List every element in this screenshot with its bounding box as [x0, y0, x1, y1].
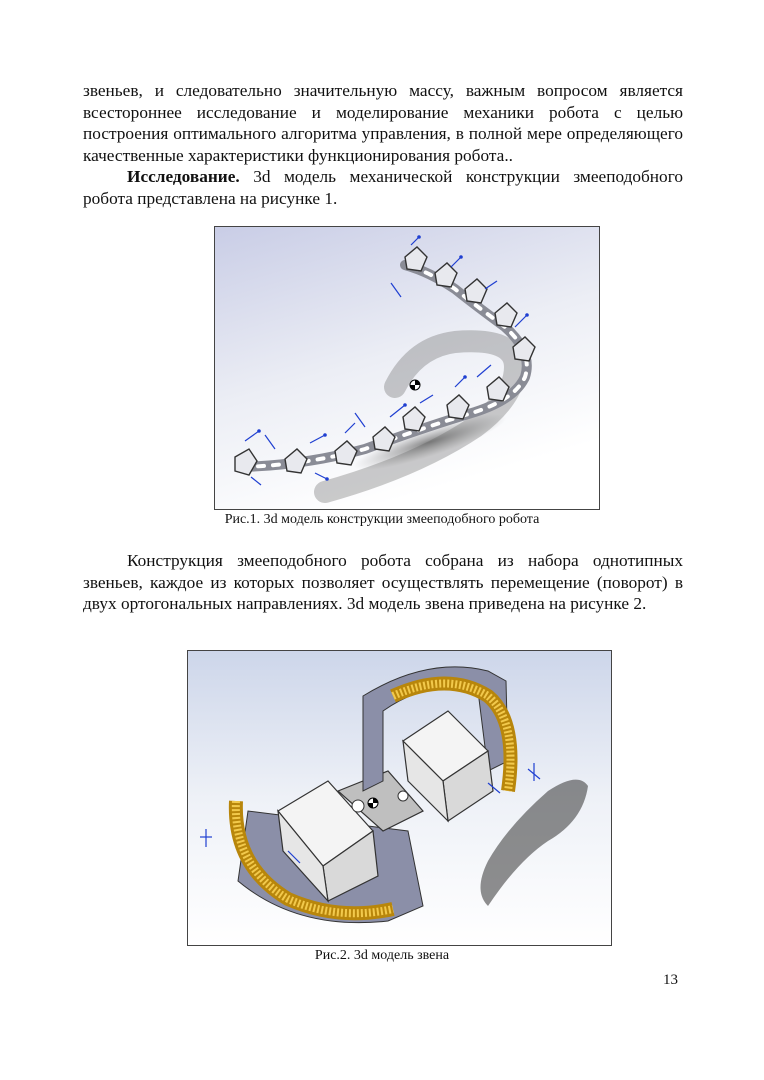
paragraph-construction: Конструкция змееподобного робота собрана из набора однотипных звеньев, каждое из которых позволяет осуществлять перемещение (поворот) в двух ортогональных направлениях. 3d модель звена приведена на рисунке 2.: [83, 551, 683, 613]
figure1-caption: Рис.1. 3d модель конструкции змееподобного робота: [224, 512, 540, 527]
figure2-caption: Рис.2. 3d модель звена: [314, 948, 450, 963]
page-number: 13: [663, 972, 678, 988]
research-heading: Исследование.: [127, 167, 240, 186]
link-render: [188, 651, 611, 945]
paragraph-research: [83, 166, 683, 209]
figure-snake-robot-model: [214, 226, 600, 510]
snake-robot-render: [215, 227, 599, 509]
research-text: 3d модель механической конструкции змееподобного робота представлена на рисунке 1.: [83, 167, 683, 208]
paragraph-continuation: звеньев, и следовательно значительную массу, важным вопросом является всестороннее исследование и моделирование механики робота с целью построения оптимального алгоритма управления, в полной мере определяющего качественные характеристики функционирования робота..: [83, 81, 683, 165]
figure-link-model: [187, 650, 612, 946]
